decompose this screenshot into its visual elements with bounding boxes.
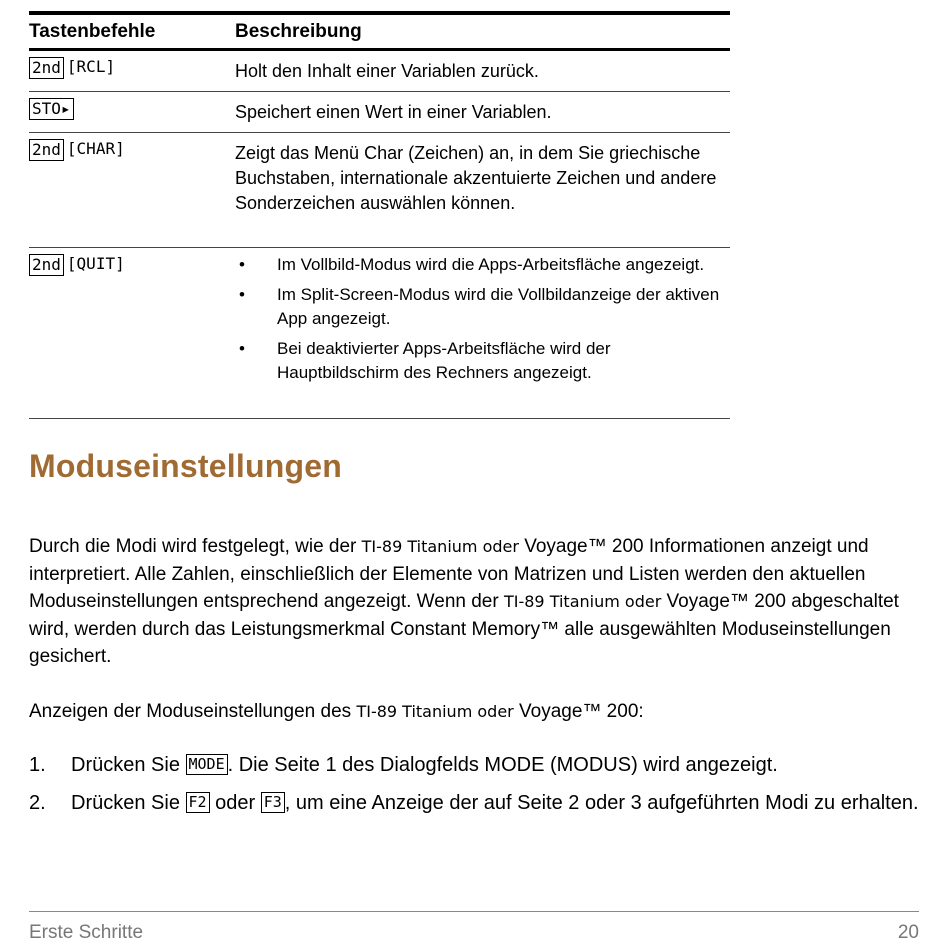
bullet-icon: • <box>239 285 245 304</box>
footer-rule <box>29 911 919 912</box>
key-2nd: 2nd <box>29 139 64 161</box>
header-key-commands: Tastenbefehle <box>29 20 156 42</box>
key-f2: F2 <box>186 792 210 813</box>
list-item: • Im Vollbild-Modus wird die Apps-Arbeitsfläche angezeigt. <box>235 253 730 277</box>
key-combo <box>29 51 235 91</box>
key-combo <box>29 248 235 418</box>
table-row <box>29 51 730 92</box>
step-text: Drücken Sie F2 oder F3 , um eine Anzeige der auf Seite 2 oder 3 aufgeführten Modi zu erhalten. <box>71 792 919 814</box>
table-row <box>29 248 730 419</box>
step-number: 2. <box>29 792 46 814</box>
list-item: • Bei deaktivierter Apps-Arbeitsfläche wird der Hauptbildschirm des Rechners angezeigt. <box>235 337 730 385</box>
row-description: Zeigt das Menü Char (Zeichen) an, in dem Sie griechische Buchstaben, internationale akzentuierte Zeichen und andere Sonderzeichen auswählen können. <box>235 143 717 213</box>
footer-chapter: Erste Schritte <box>29 922 144 943</box>
row-description <box>235 248 730 418</box>
bullet-icon: • <box>239 339 245 358</box>
header-description: Beschreibung <box>235 20 362 42</box>
key-rcl: [RCL] <box>66 57 116 76</box>
key-2nd: 2nd <box>29 57 64 79</box>
list-item: • Im Split-Screen-Modus wird die Vollbildanzeige der aktiven App angezeigt. <box>235 283 730 331</box>
section-heading: Moduseinstellungen <box>29 448 342 484</box>
key-combo <box>29 133 235 247</box>
row-description: Holt den Inhalt einer Variablen zurück. <box>235 61 539 81</box>
table-row <box>29 92 730 133</box>
row-description: Speichert einen Wert in einer Variablen. <box>235 102 552 122</box>
step-text: Drücken Sie MODE . Die Seite 1 des Dialogfelds MODE (MODUS) wird angezeigt. <box>71 754 778 776</box>
key-2nd: 2nd <box>29 254 64 276</box>
table-header <box>29 15 730 51</box>
intro-paragraph: Durch die Modi wird festgelegt, wie der TI-89 Titanium oder Voyage™ 200 Informationen anzeigt und interpretiert. Alle Zahlen, einschließlich der Elemente von Matrizen und Listen werden den aktuellen Moduseinstellungen entsprechend angezeigt. Wenn der TI-89 Titanium oder Voyage™ 200 abgeschaltet wird, werden durch das Leistungsmerkmal Constant Memory™ alle ausgewählten Moduseinstellungen gesichert. <box>29 536 899 667</box>
key-sto: STO▸ <box>29 98 74 120</box>
page-number: 20 <box>897 922 919 943</box>
key-char: [CHAR] <box>66 139 125 158</box>
step-item <box>29 790 929 817</box>
key-mode: MODE <box>186 754 228 775</box>
step-item <box>29 752 929 779</box>
key-quit: [QUIT] <box>66 254 125 273</box>
bullet-list <box>235 253 730 385</box>
bullet-icon: • <box>239 255 245 274</box>
table-row <box>29 133 730 248</box>
instruction-intro: Anzeigen der Moduseinstellungen des TI-89 Titanium oder Voyage™ 200: <box>29 701 644 722</box>
key-f3: F3 <box>261 792 285 813</box>
key-commands-table <box>29 11 730 419</box>
step-number: 1. <box>29 754 46 776</box>
key-combo <box>29 92 235 132</box>
